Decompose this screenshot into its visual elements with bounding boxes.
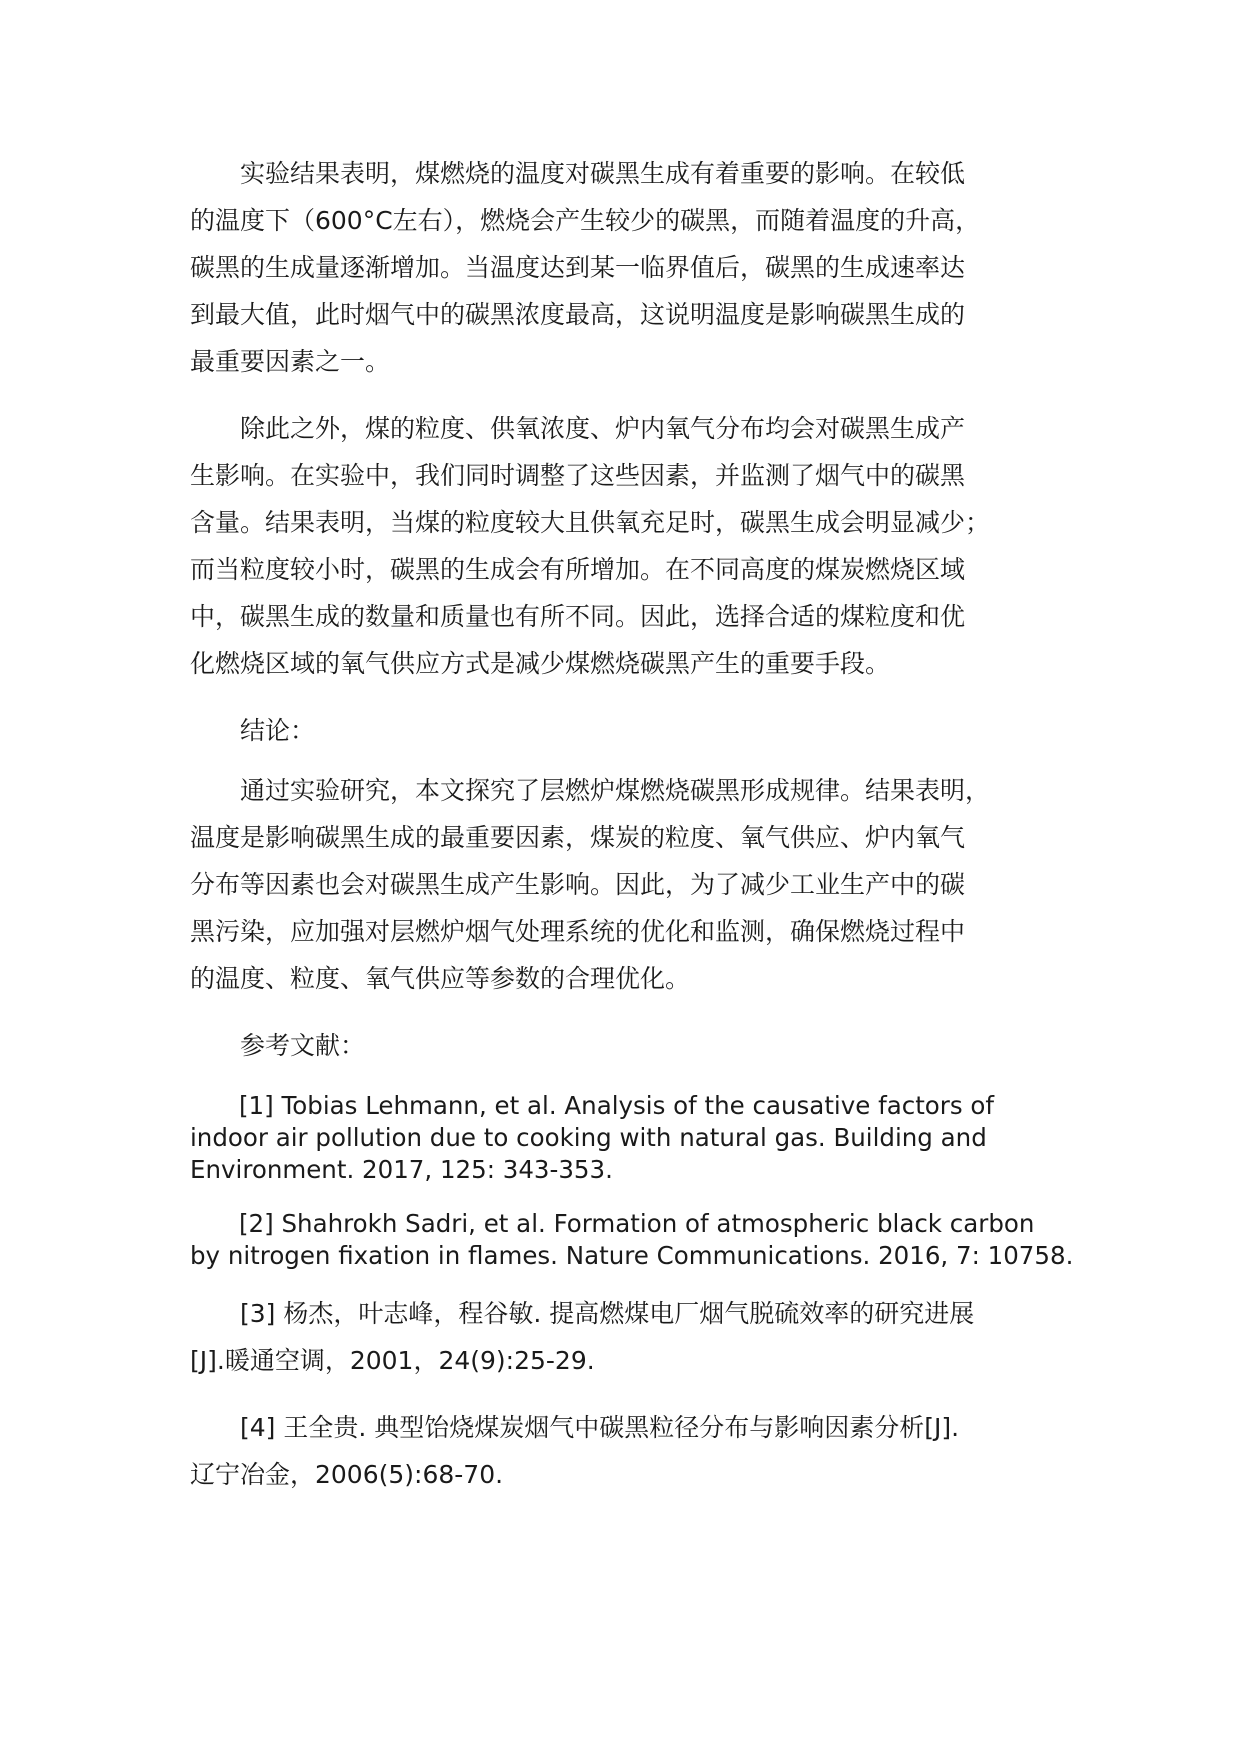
reference-line: by nitrogen fixation in flames. Nature Communications. 2016, 7: 10758. xyxy=(190,1241,1074,1270)
paragraph-line: 分布等因素也会对碳黑生成产生影响。因此，为了减少工业生产中的碳 xyxy=(190,870,966,899)
paragraph-line: 除此之外，煤的粒度、供氧浓度、炉内氧气分布均会对碳黑生成产 xyxy=(190,414,966,443)
paragraph-line: 到最大值，此时烟气中的碳黑浓度最高，这说明温度是影响碳黑生成的 xyxy=(190,300,966,329)
paragraph-line: 的温度、粒度、氧气供应等参数的合理优化。 xyxy=(190,964,691,993)
paragraph-line: 化燃烧区域的氧气供应方式是减少煤燃烧碳黑产生的重要手段。 xyxy=(190,649,891,678)
paragraph-line: 最重要因素之一。 xyxy=(190,347,391,376)
reference-line: Environment. 2017, 125: 343-353. xyxy=(190,1155,613,1184)
paragraph-line: 的温度下（600°C左右），燃烧会产生较少的碳黑，而随着温度的升高， xyxy=(190,206,981,235)
reference-line: [3] 杨杰，叶志峰，程谷敏. 提高燃煤电厂烟气脱硫效率的研究进展 xyxy=(190,1299,975,1328)
paragraph-line: 实验结果表明，煤燃烧的温度对碳黑生成有着重要的影响。在较低 xyxy=(190,159,966,188)
paragraph-line: 温度是影响碳黑生成的最重要因素，煤炭的粒度、氧气供应、炉内氧气 xyxy=(190,823,966,852)
section-heading: 结论： xyxy=(190,716,316,745)
reference-line: [1] Tobias Lehmann, et al. Analysis of the causative factors of xyxy=(190,1091,995,1120)
reference-line: [J].暖通空调，2001，24(9):25-29. xyxy=(190,1346,595,1375)
paragraph-line: 黑污染，应加强对层燃炉烟气处理系统的优化和监测，确保燃烧过程中 xyxy=(190,917,966,946)
paragraph-line: 而当粒度较小时，碳黑的生成会有所增加。在不同高度的煤炭燃烧区域 xyxy=(190,555,966,584)
paragraph-line: 含量。结果表明，当煤的粒度较大且供氧充足时，碳黑生成会明显减少； xyxy=(190,508,991,537)
paragraph-line: 生影响。在实验中，我们同时调整了这些因素，并监测了烟气中的碳黑 xyxy=(190,461,966,490)
paragraph-line: 通过实验研究，本文探究了层燃炉煤燃烧碳黑形成规律。结果表明， xyxy=(190,776,991,805)
reference-line: 辽宁冶金，2006(5):68-70. xyxy=(190,1460,504,1489)
reference-line: [2] Shahrokh Sadri, et al. Formation of atmospheric black carbon xyxy=(190,1209,1035,1238)
section-heading: 参考文献： xyxy=(190,1031,366,1060)
paragraph-line: 中，碳黑生成的数量和质量也有所不同。因此，选择合适的煤粒度和优 xyxy=(190,602,966,631)
reference-line: indoor air pollution due to cooking with natural gas. Building and xyxy=(190,1123,987,1152)
paragraph-line: 碳黑的生成量逐渐增加。当温度达到某一临界值后，碳黑的生成速率达 xyxy=(190,253,966,282)
reference-line: [4] 王全贵. 典型饴烧煤炭烟气中碳黑粒径分布与影响因素分析[J]. xyxy=(190,1413,960,1442)
